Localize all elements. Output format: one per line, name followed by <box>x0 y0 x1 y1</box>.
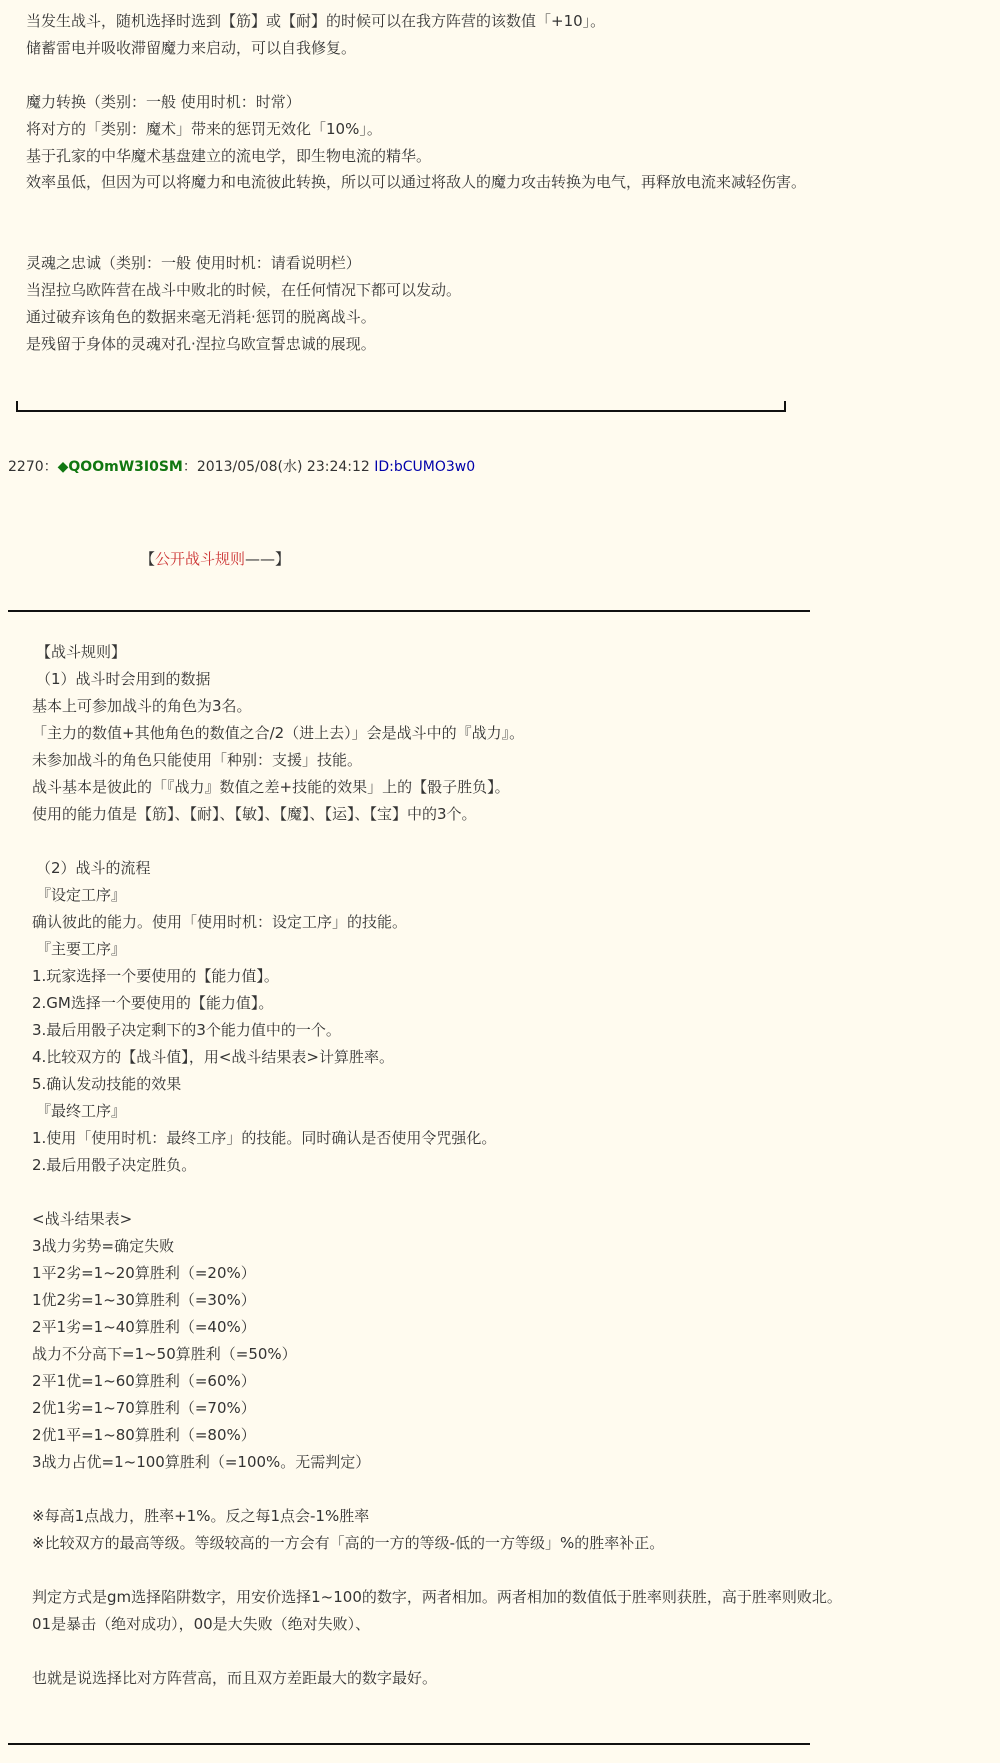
divider-line <box>8 610 810 612</box>
text-line: 2优1劣=1~70算胜利（=70%） <box>32 1399 256 1417</box>
text-line: （1）战斗时会用到的数据 <box>36 670 211 688</box>
text-line: 基本上可参加战斗的角色为3名。 <box>32 697 252 715</box>
text-line: 魔力转换（类别：一般 使用时机：时常） <box>26 93 301 111</box>
text-line: 效率虽低，但因为可以将魔力和电流彼此转换，所以可以通过将敌人的魔力攻击转换为电气，再释放电流来减轻伤害。 <box>26 173 807 191</box>
text-line: ※每高1点战力，胜率+1%。反之每1点会-1%胜率 <box>32 1507 370 1525</box>
title-text: 公开战斗规则 <box>155 550 246 568</box>
text-line: 判定方式是gm选择陷阱数字，用安价选择1~100的数字，两者相加。两者相加的数值低于胜率则获胜，高于胜率则败北。 <box>32 1588 842 1606</box>
post-number-separator: ： <box>43 459 58 475</box>
post-number: 2270 <box>8 459 44 475</box>
text-line: ※比较双方的最高等级。等级较高的一方会有「高的一方的等级-低的一方等级」%的胜率补正。 <box>32 1534 665 1552</box>
post-header <box>8 457 475 477</box>
text-line: 1优2劣=1~30算胜利（=30%） <box>32 1291 256 1309</box>
text-line: 基于孔家的中华魔术基盘建立的流电学，即生物电流的精华。 <box>26 147 432 165</box>
text-line: 『最终工序』 <box>36 1102 127 1120</box>
text-line: 「主力的数值+其他角色的数值之合/2（进上去）」会是战斗中的『战力』。 <box>32 724 525 742</box>
text-line: <战斗结果表> <box>32 1210 133 1228</box>
text-line: 未参加战斗的角色只能使用「种别：支援」技能。 <box>32 751 363 769</box>
text-line: 1.使用「使用时机：最终工序」的技能。同时确认是否使用令咒强化。 <box>32 1129 497 1147</box>
text-line: 通过破弃该角色的数据来毫无消耗·惩罚的脱离战斗。 <box>26 308 376 326</box>
text-line: 01是暴击（绝对成功），00是大失败（绝对失败）、 <box>32 1615 371 1633</box>
title-open-bracket: 【 <box>140 550 156 568</box>
text-line: 储蓄雷电并吸收滞留魔力来启动，可以自我修复。 <box>26 39 357 57</box>
text-line: 当涅拉乌欧阵营在战斗中败北的时候，在任何情况下都可以发动。 <box>26 281 462 299</box>
text-line: 3.最后用骰子决定剩下的3个能力值中的一个。 <box>32 1021 341 1039</box>
text-line: 2平1优=1~60算胜利（=60%） <box>32 1372 256 1390</box>
text-line: 是残留于身体的灵魂对孔·涅拉乌欧宣誓忠诚的展现。 <box>26 335 376 353</box>
text-line: 2.GM选择一个要使用的【能力值】。 <box>32 994 274 1012</box>
text-line: 也就是说选择比对方阵营高，而且双方差距最大的数字最好。 <box>32 1669 438 1687</box>
text-line: 战力不分高下=1~50算胜利（=50%） <box>32 1345 297 1363</box>
poster-id: ID:bCUMO3w0 <box>374 459 476 475</box>
text-line: 4.比较双方的【战斗值】，用<战斗结果表>计算胜率。 <box>32 1048 394 1066</box>
bracket-right-tick <box>784 401 786 412</box>
divider-line-bottom <box>8 1743 810 1745</box>
text-line: 2.最后用骰子决定胜负。 <box>32 1156 197 1174</box>
text-line: 【战斗规则】 <box>36 643 127 661</box>
text-line: 3战力劣势=确定失败 <box>32 1237 175 1255</box>
text-line: 战斗基本是彼此的「『战力』数值之差+技能的效果」上的【骰子胜负】。 <box>32 778 510 796</box>
text-line: 『主要工序』 <box>36 940 127 958</box>
text-line: 2优1平=1~80算胜利（=80%） <box>32 1426 256 1444</box>
post-datetime: ：2013/05/08(水) 23:24:12 <box>182 459 370 475</box>
text-line: 『设定工序』 <box>36 886 127 904</box>
text-line: 将对方的「类别：魔术」带来的惩罚无效化「10%」。 <box>26 120 382 138</box>
text-line: 当发生战斗，随机选择时选到【筋】或【耐】的时候可以在我方阵营的该数值「+10」。 <box>26 12 606 30</box>
text-line: 确认彼此的能力。使用「使用时机：设定工序」的技能。 <box>32 913 408 931</box>
text-line: 5.确认发动技能的效果 <box>32 1075 182 1093</box>
text-line: 3战力占优=1~100算胜利（=100%。无需判定） <box>32 1453 371 1471</box>
bracket-line <box>16 410 786 412</box>
text-line: 灵魂之忠诚（类别：一般 使用时机：请看说明栏） <box>26 254 361 272</box>
post-title <box>140 548 290 570</box>
text-line: 1.玩家选择一个要使用的【能力值】。 <box>32 967 279 985</box>
poster-trip: ◆QOOmW3I0SM <box>57 459 183 475</box>
text-line: （2）战斗的流程 <box>36 859 151 877</box>
text-line: 1平2劣=1~20算胜利（=20%） <box>32 1264 256 1282</box>
title-close-bracket: ——】 <box>245 550 291 568</box>
text-line: 2平1劣=1~40算胜利（=40%） <box>32 1318 256 1336</box>
text-line: 使用的能力值是【筋】、【耐】、【敏】、【魔】、【运】、【宝】中的3个。 <box>32 805 477 823</box>
